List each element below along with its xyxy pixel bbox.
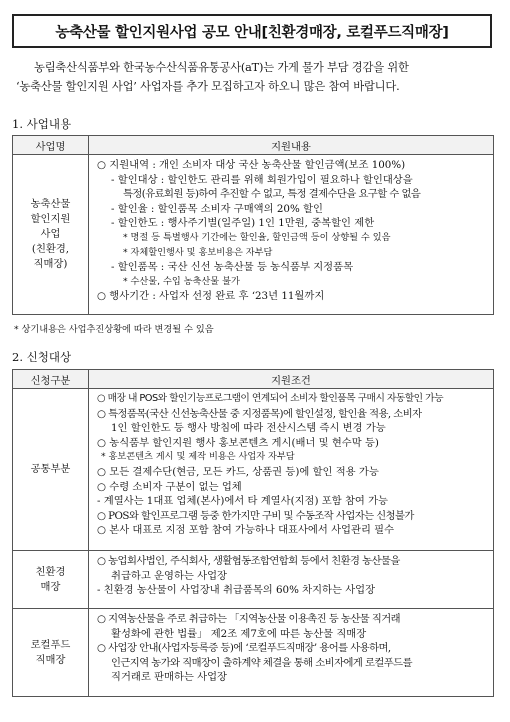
table-row (13, 551, 494, 609)
category-line: 매장 (40, 580, 61, 593)
content-line: - 할인율 : 할인품목 소비자 구매액의 20% 할인 (111, 202, 323, 215)
content-line: - 할인대상 : 할인한도 관리를 위해 회원가입이 필요하나 할인대상을 (111, 173, 413, 186)
condition-line: ○ 모든 결제수단(현금, 모든 카드, 상품권 등)에 할인 적용 가능 (97, 465, 379, 478)
table-row (13, 389, 494, 551)
condition-line: ○ 수령 소비자 구분이 없는 업체 (97, 480, 242, 493)
conditions-cell (89, 389, 494, 551)
content-note-line: * 명절 등 특별행사 기간에는 할인율, 할인금액 등이 상향될 수 있음 (123, 231, 391, 243)
application-type-cell (13, 551, 89, 609)
table-row (13, 609, 494, 697)
condition-line: ○ POS와 할인프로그램 등중 한가지만 구비 및 수동조작 사업자는 신청불가 (97, 509, 414, 522)
content-line: ○ 행사기간 : 사업자 선정 완료 후 ‘23년 11월까지 (97, 290, 325, 303)
condition-line: ○ 지역농산물을 주로 취급하는 「지역농산물 이용촉진 등 농산물 직거래 (97, 613, 401, 625)
category-line: 친환경 (35, 565, 66, 578)
application-type-cell (13, 389, 89, 551)
condition-line: 인근지역 농가와 직매장이 출하계약 체결을 통해 소비자에게 로컬푸드를 (111, 656, 412, 669)
header-business-name: 사업명 (13, 136, 89, 155)
intro-paragraph (16, 58, 496, 96)
condition-line: 직거래로 판매하는 사업장 (111, 671, 227, 684)
condition-line: ○ 사업장 안내(사업자등록증 등)에 ‘로컬푸드직매장’ 용어를 사용하며, (97, 642, 391, 655)
content-line: - 할인한도 : 행사주기별(일주일) 1인 1만원, 중복할인 제한 (111, 217, 375, 230)
category-line: 직매장) (33, 258, 68, 270)
table-header-row (13, 136, 494, 155)
table-row (13, 155, 494, 315)
category-line: (친환경, (31, 243, 70, 255)
conditions-cell (89, 609, 494, 697)
business-name-cell (13, 155, 89, 315)
condition-line: 1인 할인한도 등 행사 방침에 따라 전산시스템 즉시 변경 가능 (111, 422, 386, 435)
condition-note-line: * 홍보콘텐츠 게시 및 제작 비용은 사업자 자부담 (101, 451, 295, 463)
intro-line-1: 농림축산식품부와 한국농수산식품유통공사(aT)는 가게 물가 부담 경감을 위한 (34, 61, 409, 74)
section-2-heading: 2. 신청대상 (12, 350, 72, 364)
section-1-heading: 1. 사업내용 (12, 117, 72, 131)
category-line: 사업 (40, 228, 61, 240)
support-content-cell (89, 155, 494, 315)
condition-line: ○ 본사 대표로 지점 포함 참여 가능하나 대표사에서 사업관리 필수 (97, 524, 395, 537)
condition-line: - 친환경 농산물이 사업장내 취급품목의 60% 차지하는 사업장 (97, 584, 376, 597)
header-application-type: 신청구분 (13, 370, 89, 389)
eligibility-table (12, 369, 494, 697)
condition-line: 취급하고 운영하는 사업장 (111, 569, 227, 582)
intro-line-2: ‘농축산물 할인지원 사업’ 사업자를 추가 모집하고자 하오니 많은 참여 바랍니다. (16, 80, 400, 93)
application-type-cell (13, 609, 89, 697)
category-line: 할인지원 (30, 213, 71, 225)
business-content-table (12, 135, 494, 315)
table-footnote: * 상기내용은 사업추진상황에 따라 변경될 수 있음 (14, 324, 214, 335)
content-line: 특정(유료회원 등)하여 추진할 수 없고, 특정 결제수단을 요구할 수 없음 (123, 188, 421, 201)
category-line: 농축산물 (30, 198, 71, 210)
table-header-row (13, 370, 494, 389)
condition-line: ○ 농식품부 할인지원 행사 홍보콘텐츠 게시(배너 및 현수막 등) (97, 436, 379, 449)
header-support-content: 지원내용 (89, 136, 494, 155)
page-title: 농축산물 할인지원사업 공모 안내[친환경매장, 로컬푸드직매장] (12, 14, 492, 48)
condition-line: ○ 매장 내 POS와 할인기능프로그램이 연계되어 소비자 할인품목 구매시 자동할인 가능 (97, 393, 443, 404)
conditions-cell (89, 551, 494, 609)
category-line: 로컬푸드 (30, 638, 71, 651)
header-support-conditions: 지원조건 (89, 370, 494, 389)
content-note-line: * 자체할인행사 및 홍보비용은 자부담 (123, 246, 273, 258)
condition-line: 활성화에 관한 법률」 제2조 제7호에 따른 농산물 직매장 (111, 627, 367, 640)
category-line: 직매장 (35, 653, 66, 666)
condition-line: ○ 농업회사법인, 주식회사, 생활협동조합연합회 등에서 친환경 농산물을 (97, 555, 400, 567)
condition-line: - 계열사는 1대표 업체(본사)에서 타 계열사(지점) 포함 참여 가능 (97, 495, 389, 508)
content-line: ○ 지원내역 : 개인 소비자 대상 국산 농축산물 할인금액(보조 100%) (97, 159, 406, 171)
condition-line: ○ 특정품목(국산 신선농축산물 중 지정품목)에 할인설정, 할인율 적용, 소비자 (97, 407, 422, 420)
category-line: 공통부분 (30, 463, 71, 475)
content-line: - 할인품목 : 국산 신선 농축산물 등 농식품부 지정품목 (111, 261, 354, 274)
content-note-line: * 수산물, 수입 농축산물 불가 (123, 275, 240, 287)
